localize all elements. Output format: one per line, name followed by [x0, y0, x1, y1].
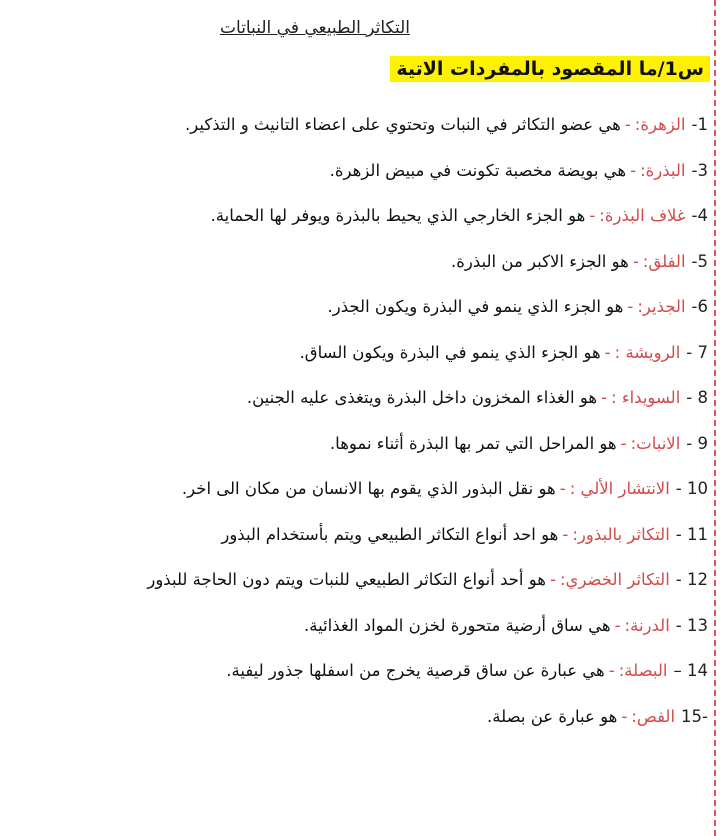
list-item	[0, 421, 708, 467]
item-definition: هي عبارة عن ساق قرصية يخرج من اسفلها جذور ليفية.	[226, 661, 605, 680]
item-separator: -	[601, 388, 608, 407]
list-item	[0, 239, 708, 285]
item-separator: -	[614, 615, 621, 635]
item-definition: هي عضو التكاثر في النبات وتحتوي على اعضاء التانيث و التذكير.	[185, 115, 621, 134]
item-definition: هو احد أنواع التكاثر الطبيعي ويتم بأستخدام البذور	[221, 524, 559, 544]
list-item	[0, 648, 708, 694]
list-item	[0, 694, 708, 740]
list-item	[0, 603, 708, 649]
item-term: الدرنة:	[624, 615, 670, 635]
item-term: التكاثر الخضري:	[559, 570, 670, 589]
list-item	[0, 557, 708, 603]
item-separator: -	[632, 251, 639, 271]
item-number: 6-	[691, 297, 708, 316]
list-item	[0, 102, 708, 148]
item-number: 1-	[691, 115, 708, 134]
item-number: 10 -	[675, 479, 708, 498]
item-separator: -	[562, 524, 569, 544]
item-definition: هو الجزء الخارجي الذي يحيط بالبذرة ويوفر لها الحماية.	[210, 206, 586, 225]
list-item	[0, 330, 708, 376]
item-number: 9 -	[686, 433, 708, 453]
item-number: 4-	[691, 206, 708, 225]
item-number: 5-	[691, 251, 708, 271]
item-number: 12 -	[675, 570, 708, 589]
item-term: الفلق:	[642, 251, 686, 271]
item-definition: هو نقل البذور الذي يقوم بها الانسان من مكان الى اخر.	[181, 479, 556, 498]
item-separator: -	[624, 115, 631, 134]
item-term: الرويشة :	[614, 342, 681, 362]
item-definition: هو الجزء الذي ينمو في البذرة ويكون الساق.	[299, 342, 601, 362]
item-term: الفص:	[631, 706, 676, 726]
item-number: 14 –	[673, 661, 708, 680]
item-definition: هو المراحل التي تمر بها البذرة أثناء نموها.	[329, 433, 617, 453]
item-term: الانتشار الألي :	[569, 479, 670, 498]
item-number: 7 -	[686, 342, 708, 362]
item-term: الجذير:	[637, 297, 686, 316]
item-definition: هو الجزء الذي ينمو في البذرة ويكون الجذر.	[327, 297, 624, 316]
list-item	[0, 512, 708, 558]
item-separator: -	[604, 342, 611, 362]
item-definition: هو الجزء الاكبر من البذرة.	[451, 251, 629, 271]
list-item	[0, 148, 708, 194]
item-separator: -	[627, 297, 634, 316]
item-term: التكاثر بالبذور:	[572, 524, 670, 544]
item-separator: -	[550, 570, 556, 589]
item-separator: -	[621, 706, 628, 726]
item-number: 13 -	[675, 615, 708, 635]
list-item	[0, 193, 708, 239]
definitions-list	[0, 102, 708, 739]
item-term: غلاف البذرة:	[599, 206, 686, 225]
item-number: 8 -	[686, 388, 708, 407]
question-heading: س1/ما المقصود بالمفردات الاتية	[390, 56, 710, 82]
item-definition: هو عبارة عن بصلة.	[487, 706, 618, 726]
item-separator: -	[559, 479, 566, 498]
item-term: الانبات:	[630, 433, 681, 453]
list-item	[0, 284, 708, 330]
item-term: السويداء :	[611, 388, 681, 407]
item-separator: -	[630, 160, 637, 180]
item-number: 3-	[691, 160, 708, 180]
item-term: البصلة:	[618, 661, 668, 680]
item-term: الزهرة:	[634, 115, 686, 134]
item-number: -15	[681, 706, 708, 726]
list-item	[0, 466, 708, 512]
item-definition: هي بويضة مخصبة تكونت في مبيض الزهرة.	[329, 160, 627, 180]
item-definition: هو الغذاء المخزون داخل البذرة ويتغذى عليه الجنين.	[246, 388, 598, 407]
item-number: 11 -	[675, 524, 708, 544]
item-separator: -	[608, 661, 615, 680]
list-item	[0, 375, 708, 421]
item-separator: -	[620, 433, 627, 453]
item-definition: هي ساق أرضية متحورة لخزن المواد الغذائية.	[304, 615, 611, 635]
item-definition: هو أحد أنواع التكاثر الطبيعي للنبات ويتم دون الحاجة للبذور	[147, 570, 546, 589]
page-border	[714, 0, 716, 836]
item-separator: -	[589, 206, 596, 225]
item-term: البذرة:	[640, 160, 686, 180]
page-title: التكاثر الطبيعي في النباتات	[220, 18, 410, 38]
